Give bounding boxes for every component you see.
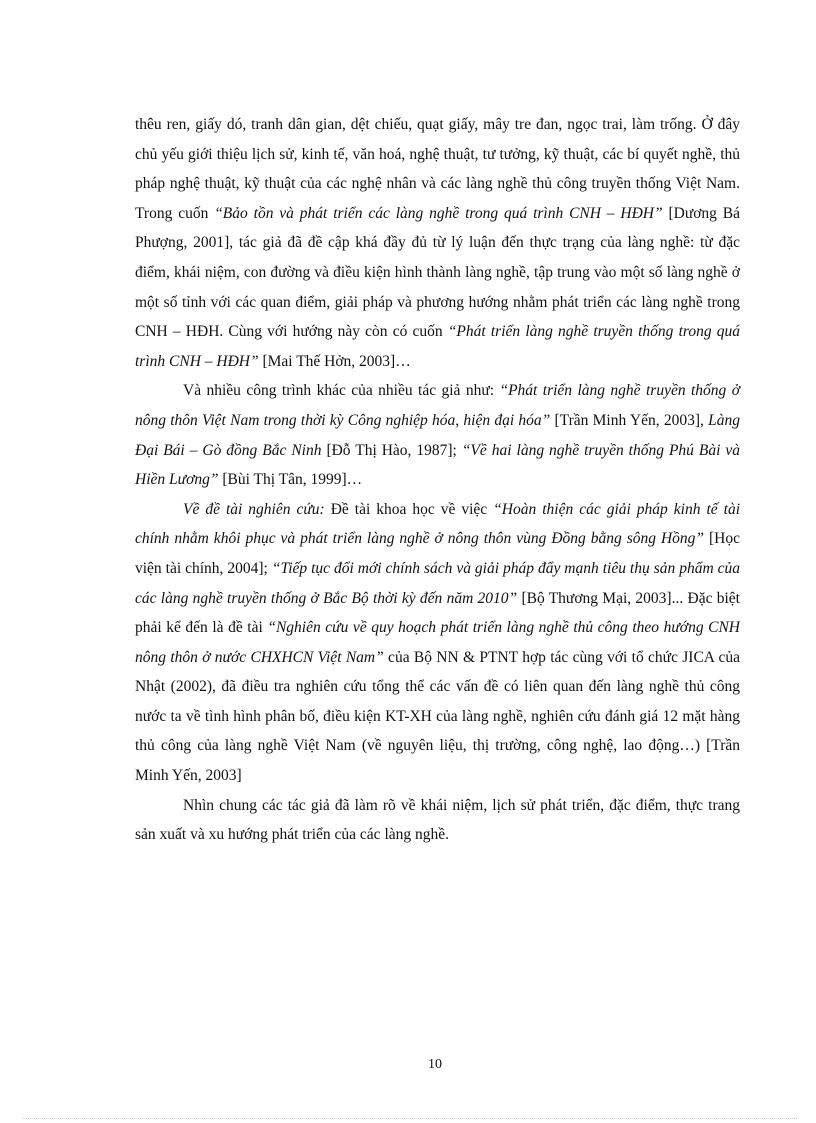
text-run: [Học viện tài chính, 2004]; <box>135 530 740 577</box>
italic-title: “Tiếp tục đổi mới chính sách và giải pháp đẩy mạnh tiêu thụ sản phẩm của các làng nghề truyền thống ở Bắc Bộ thời kỳ đến năm 2010” <box>135 559 740 607</box>
text-run: Đề tài khoa học về việc <box>324 500 494 518</box>
paragraph-3 <box>135 495 740 791</box>
italic-title: “Hoàn thiện các giải pháp kinh tế tài chính nhằm khôi phục và phát triển làng nghề ở nông thôn vùng Đồng bằng sông Hồng” <box>135 500 740 548</box>
italic-title: “Về hai làng nghề truyền thống Phú Bài và Hiền Lương” <box>135 441 740 489</box>
text-run: [Trần Minh Yến, 2003], <box>550 411 709 429</box>
text-run: thêu ren, giấy dó, tranh dân gian, dệt chiếu, quạt giấy, mây tre đan, ngọc trai, làm trống. Ở đây chủ yếu giới thiệu lịch sử, kinh tế, văn hoá, nghệ thuật, tư tưởng, kỹ thuật, các bí quyết nghề, thủ pháp nghệ thuật, kỹ thuật của các nghệ nhân và các làng nghề thủ công truyền thống Việt Nam. Trong cuốn <box>135 116 740 222</box>
text-run: [Bùi Thị Tân, 1999]… <box>218 471 363 489</box>
text-run: [Bộ Thương Mại, 2003]... Đặc biệt phải kể đến là đề tài <box>135 589 740 637</box>
paragraph-1 <box>135 110 740 376</box>
page-number: 10 <box>428 1057 442 1072</box>
page-bottom-divider <box>22 1118 797 1119</box>
text-run: Và nhiều công trình khác của nhiều tác giả như: <box>183 382 500 400</box>
italic-title: “Nghiên cứu về quy hoạch phát triển làng nghề thủ công theo hướng CNH nông thôn ở nước CHXHCN Việt Nam” <box>135 619 740 666</box>
text-run: [Dương Bá Phượng, 2001], tác giả đã đề cập khá đầy đủ từ lý luận đến thực trạng của làng nghề: từ đặc điểm, khái niệm, con đường và điều kiện hình thành làng nghề, tập trung vào một số làng nghề ở một số tỉnh với các quan điểm, giải pháp và phương hướng nhằm phát triển các làng nghề trong CNH – HĐH. Cùng với hướng này còn có cuốn <box>135 204 741 341</box>
paragraph-4 <box>135 791 740 850</box>
text-run: [Đỗ Thị Hào, 1987]; <box>321 441 462 459</box>
italic-heading: Về đề tài nghiên cứu: <box>183 500 325 518</box>
italic-title: “Bảo tồn và phát triển các làng nghề trong quá trình CNH – HĐH” <box>214 204 663 222</box>
italic-title: Làng Đại Bái – Gò đồng Bắc Ninh <box>135 411 740 459</box>
text-run: [Mai Thế Hởn, 2003]… <box>258 352 411 370</box>
text-run: của Bộ NN & PTNT hợp tác cùng với tổ chức JICA của Nhật (2002), đã điều tra nghiên cứu tổng thể các vấn đề có liên quan đến làng nghề thủ công nước ta về tình hình phân bố, điều kiện KT-XH của làng nghề, nghiên cứu đánh giá 12 mặt hàng thủ công của làng nghề Việt Nam (về nguyên liệu, thị trường, công nghệ, lao động…) [Trần Minh Yến, 2003] <box>135 648 740 785</box>
italic-title: “Phát triển làng nghề truyền thống trong quá trình CNH – HĐH” <box>135 323 740 370</box>
italic-title: “Phát triển làng nghề truyền thống ở nông thôn Việt Nam trong thời kỳ Công nghiệp hóa, hiện đại hóa” <box>135 382 740 429</box>
text-run: Nhìn chung các tác giả đã làm rõ về khái niệm, lịch sử phát triển, đặc điểm, thực trang sản xuất và xu hướng phát triển của các làng nghề. <box>135 796 740 844</box>
paragraph-2 <box>135 376 740 494</box>
body-text <box>135 110 740 850</box>
